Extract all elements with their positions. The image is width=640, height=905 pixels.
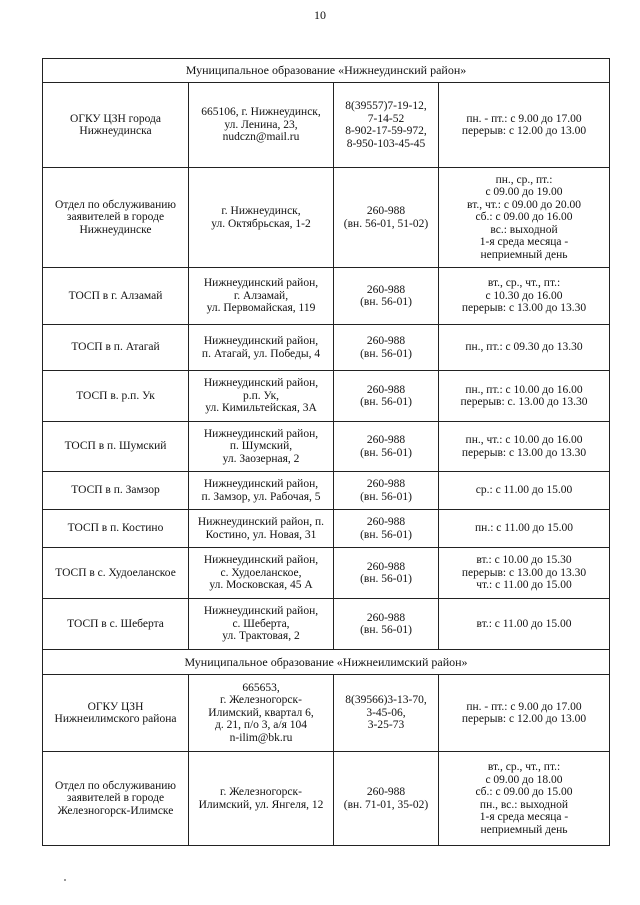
office-address: Нижнеудинский район, п. Замзор, ул. Рабочая, 5 — [189, 472, 334, 510]
office-hours: вт., ср., чт., пт.: с 09.00 до 18.00 сб.: с 09.00 до 15.00 пн., вс.: выходной 1-я среда месяца - неприемный день — [439, 752, 610, 846]
office-phone: 260-988 (вн. 56-01) — [334, 599, 439, 650]
office-hours: вт.: с 10.00 до 15.30 перерыв: с 13.00 до 13.30 чт.: с 11.00 до 15.00 — [439, 548, 610, 599]
office-address: Нижнеудинский район, п. Шумский, ул. Заозерная, 2 — [189, 422, 334, 472]
section-header-row — [43, 59, 610, 83]
office-hours: пн. - пт.: с 9.00 до 17.00 перерыв: с 12.00 до 13.00 — [439, 675, 610, 752]
table-row — [43, 472, 610, 510]
offices-table — [42, 58, 610, 846]
office-address: г. Железногорск- Илимский, ул. Янгеля, 12 — [189, 752, 334, 846]
office-hours: пн., пт.: с 09.30 до 13.30 — [439, 325, 610, 371]
table-row — [43, 268, 610, 325]
section-title: Муниципальное образование «Нижнеудинский район» — [43, 59, 610, 83]
office-phone: 260-988 (вн. 56-01) — [334, 371, 439, 422]
office-hours: пн., пт.: с 10.00 до 16.00 перерыв: с. 13.00 до 13.30 — [439, 371, 610, 422]
office-address: Нижнеудинский район, г. Алзамай, ул. Первомайская, 119 — [189, 268, 334, 325]
office-address: г. Нижнеудинск, ул. Октябрьская, 1-2 — [189, 168, 334, 268]
office-phone: 260-988 (вн. 56-01) — [334, 510, 439, 548]
office-phone: 260-988 (вн. 71-01, 35-02) — [334, 752, 439, 846]
office-phone: 260-988 (вн. 56-01, 51-02) — [334, 168, 439, 268]
office-hours: вт.: с 11.00 до 15.00 — [439, 599, 610, 650]
office-name: ТОСП в п. Замзор — [43, 472, 189, 510]
office-hours: пн.: с 11.00 до 15.00 — [439, 510, 610, 548]
office-hours: ср.: с 11.00 до 15.00 — [439, 472, 610, 510]
section-title: Муниципальное образование «Нижнеилимский район» — [43, 650, 610, 675]
office-phone: 8(39566)3-13-70, 3-45-06, 3-25-73 — [334, 675, 439, 752]
table-row — [43, 548, 610, 599]
table-row — [43, 675, 610, 752]
office-name: ТОСП в п. Атагай — [43, 325, 189, 371]
office-hours: пн., ср., пт.: с 09.00 до 19.00 вт., чт.: с 09.00 до 20.00 сб.: с 09.00 до 16.00 вс.: выходной 1-я среда месяца - неприемный день — [439, 168, 610, 268]
office-address: Нижнеудинский район, с. Шеберта, ул. Трактовая, 2 — [189, 599, 334, 650]
office-address: Нижнеудинский район, п. Костино, ул. Новая, 31 — [189, 510, 334, 548]
office-phone: 260-988 (вн. 56-01) — [334, 548, 439, 599]
table-row — [43, 168, 610, 268]
office-hours: вт., ср., чт., пт.: с 10.30 до 16.00 перерыв: с 13.00 до 13.30 — [439, 268, 610, 325]
table-row — [43, 422, 610, 472]
table-row — [43, 510, 610, 548]
office-address: Нижнеудинский район, р.п. Ук, ул. Кимильтейская, 3А — [189, 371, 334, 422]
table-row — [43, 83, 610, 168]
office-phone: 260-988 (вн. 56-01) — [334, 422, 439, 472]
office-name: Отдел по обслуживанию заявителей в городе Железногорск-Илимске — [43, 752, 189, 846]
office-name: ТОСП в с. Шеберта — [43, 599, 189, 650]
office-address: Нижнеудинский район, с. Худоеланское, ул. Московская, 45 А — [189, 548, 334, 599]
office-name: ТОСП в п. Костино — [43, 510, 189, 548]
office-phone: 8(39557)7-19-12, 7-14-52 8-902-17-59-972, 8-950-103-45-45 — [334, 83, 439, 168]
office-hours: пн. - пт.: с 9.00 до 17.00 перерыв: с 12.00 до 13.00 — [439, 83, 610, 168]
section-header-row — [43, 650, 610, 675]
office-phone: 260-988 (вн. 56-01) — [334, 325, 439, 371]
office-address: 665106, г. Нижнеудинск, ул. Ленина, 23, nudczn@mail.ru — [189, 83, 334, 168]
office-name: ТОСП в. р.п. Ук — [43, 371, 189, 422]
scan-speck — [64, 879, 66, 881]
table-row — [43, 599, 610, 650]
office-phone: 260-988 (вн. 56-01) — [334, 268, 439, 325]
table-row — [43, 371, 610, 422]
table-row — [43, 752, 610, 846]
page-number: 10 — [314, 8, 326, 22]
office-phone: 260-988 (вн. 56-01) — [334, 472, 439, 510]
table-row — [43, 325, 610, 371]
office-name: ТОСП в п. Шумский — [43, 422, 189, 472]
office-hours: пн., чт.: с 10.00 до 16.00 перерыв: с 13.00 до 13.30 — [439, 422, 610, 472]
office-name: ТОСП в г. Алзамай — [43, 268, 189, 325]
office-name: ОГКУ ЦЗН Нижнеилимского района — [43, 675, 189, 752]
office-address: Нижнеудинский район, п. Атагай, ул. Победы, 4 — [189, 325, 334, 371]
office-name: ТОСП в с. Худоеланское — [43, 548, 189, 599]
office-address: 665653, г. Железногорск- Илимский, квартал 6, д. 21, п/о 3, а/я 104 n-ilim@bk.ru — [189, 675, 334, 752]
office-name: Отдел по обслуживанию заявителей в городе Нижнеудинске — [43, 168, 189, 268]
office-name: ОГКУ ЦЗН города Нижнеудинска — [43, 83, 189, 168]
